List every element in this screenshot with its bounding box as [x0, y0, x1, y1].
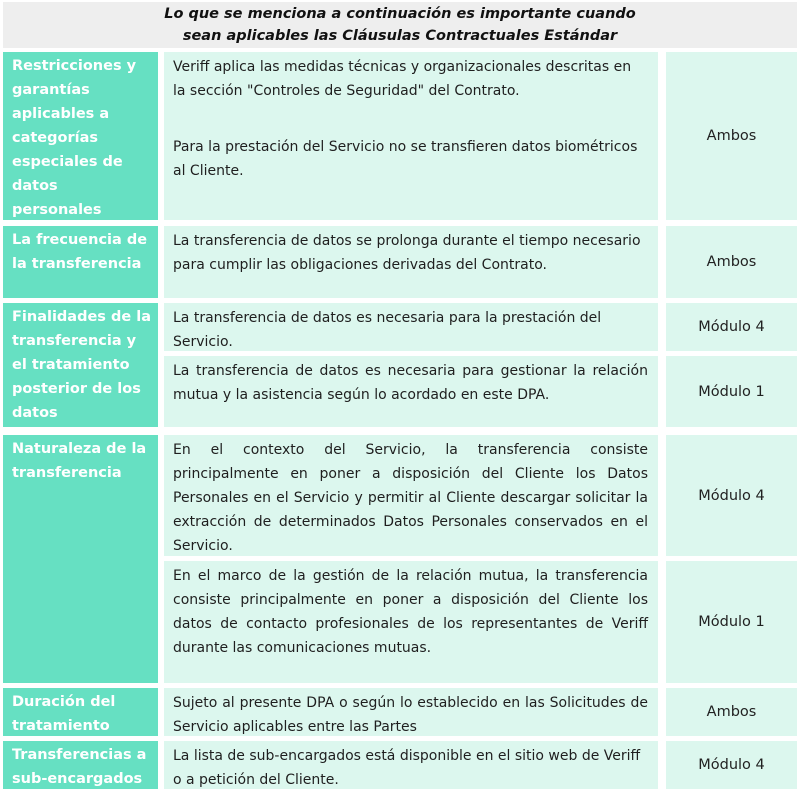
module-value: Ambos [706, 128, 757, 144]
description-paragraph: Veriff aplica las medidas técnicas y organizacionales descritas en la sección "Controles de Seguridad" del Contrato. [173, 59, 632, 99]
row-description [164, 561, 658, 683]
module-value: Módulo 1 [698, 383, 765, 400]
module-value: Ambos [706, 254, 757, 270]
row-description [164, 741, 658, 789]
row-description [164, 226, 658, 298]
module-value: Módulo 4 [698, 487, 765, 504]
module-cell [666, 52, 797, 220]
row-label: Naturaleza de la transferencia [3, 435, 158, 683]
row-label: Finalidades de la transferencia y el tratamiento posterior de los datos [3, 303, 158, 427]
description-paragraph: Sujeto al presente DPA o según lo establecido en las Solicitudes de Servicio aplicables entre las Partes [173, 695, 648, 735]
description-paragraph: La transferencia de datos es necesaria para la prestación del Servicio. [173, 310, 602, 350]
row-label: Transferencias a sub-encargados [3, 741, 158, 789]
description-paragraph: La transferencia de datos se prolonga durante el tiempo necesario para cumplir las obligaciones derivadas del Contrato. [173, 233, 641, 273]
module-value: Módulo 1 [698, 614, 765, 630]
module-value: Módulo 4 [698, 319, 765, 335]
module-cell [666, 356, 797, 427]
description-paragraph: La transferencia de datos es necesaria para gestionar la relación mutua y la asistencia según lo acordado en este DPA. [173, 363, 648, 403]
row-description [164, 52, 658, 220]
row-description [164, 688, 658, 736]
row-description [164, 435, 658, 556]
description-paragraph: En el marco de la gestión de la relación mutua, la transferencia consiste principalmente en poner a disposición del Cliente los datos de contacto profesionales de los representantes de Veriff durante las comunicaciones mutuas. [173, 568, 648, 656]
module-cell [666, 688, 797, 736]
module-cell [666, 741, 797, 789]
module-cell [666, 561, 797, 683]
module-cell [666, 435, 797, 556]
description-paragraph: En el contexto del Servicio, la transferencia consiste principalmente en poner a disposición del Cliente los Datos Personales en el Servicio y permitir al Cliente descargar solicitar la extracción de determinados Datos Personales conservados en el Servicio. [173, 442, 648, 554]
header-line-1: Lo que se menciona a continuación es importante cuando [164, 6, 636, 22]
description-paragraph: La lista de sub-encargados está disponible en el sitio web de Veriff o a petición del Cliente. [173, 748, 641, 788]
description-paragraph: Para la prestación del Servicio no se transfieren datos biométricos al Cliente. [173, 139, 638, 179]
header-line-2: sean aplicables las Cláusulas Contractuales Estándar [182, 28, 618, 44]
row-description [164, 303, 658, 351]
module-value: Ambos [706, 704, 757, 720]
row-label: Restricciones y garantías aplicables a categorías especiales de datos personales [3, 52, 158, 220]
module-cell [666, 226, 797, 298]
table-header [3, 2, 797, 48]
row-label: Duración del tratamiento [3, 688, 158, 736]
row-label: La frecuencia de la transferencia [3, 226, 158, 298]
row-description [164, 356, 658, 427]
module-value: Módulo 4 [698, 757, 765, 773]
module-cell [666, 303, 797, 351]
